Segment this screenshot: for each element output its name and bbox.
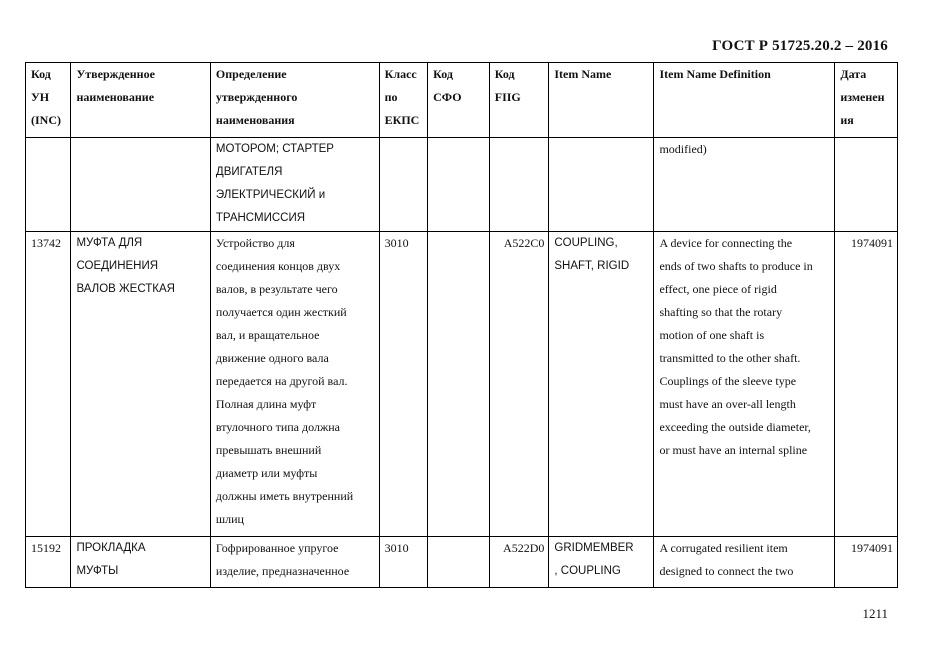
cell-date: 1974091 [835,232,898,537]
table-row [26,232,898,537]
cell-sfo [428,537,490,588]
cell-item-name: COUPLING, SHAFT, RIGID [549,232,654,537]
header-fiig: Код FIIG [489,63,549,138]
cell-name-ru: МУФТА ДЛЯ СОЕДИНЕНИЯ ВАЛОВ ЖЕСТКАЯ [71,232,210,537]
cell-fiig [489,138,549,232]
cell-definition-en: A device for connecting the ends of two shafts to produce in effect, one piece of rigid shafting so that the rotary motion of one shaft is transmitted to the other shaft. Couplings of the sleeve type must have an over-all length exceeding the outside diameter, or must have an internal spline [654,232,835,537]
page-number: 1211 [862,606,888,621]
header-sfo: Код СФО [428,63,490,138]
cell-definition-ru: Устройство для соединения концов двух валов, в результате чего получается один жесткий вал, и вращательное движение одного вала передается на другой вал. Полная длина муфт втулочного типа должна превышать внешний диаметр или муфты должны иметь внутренний шлиц [210,232,379,537]
table-row [26,537,898,588]
cell-sfo [428,232,490,537]
table-header-row [26,63,898,138]
cell-definition-en: modified) [654,138,835,232]
cell-definition-ru: Гофрированное упругое изделие, предназначенное [210,537,379,588]
header-class: Класс по ЕКПС [379,63,428,138]
header-date-changed: Дата изменен ия [835,63,898,138]
cell-date [835,138,898,232]
cell-definition-en: A corrugated resilient item designed to connect the two [654,537,835,588]
cell-definition-ru: МОТОРОМ; СТАРТЕР ДВИГАТЕЛЯ ЭЛЕКТРИЧЕСКИЙ и ТРАНСМИССИЯ [210,138,379,232]
cell-item-name: GRIDMEMBER , COUPLING [549,537,654,588]
cell-fiig: A522D0 [489,537,549,588]
header-item-name: Item Name [549,63,654,138]
cell-date: 1974091 [835,537,898,588]
header-item-name-definition: Item Name Definition [654,63,835,138]
header-definition: Определение утвержденного наименования [210,63,379,138]
cell-inc: 15192 [26,537,71,588]
item-name-table [25,62,898,588]
cell-class: 3010 [379,537,428,588]
cell-inc [26,138,71,232]
header-approved-name: Утвержденное наименование [71,63,210,138]
cell-name-ru [71,138,210,232]
cell-fiig: A522C0 [489,232,549,537]
cell-class [379,138,428,232]
table-row-continuation [26,138,898,232]
document-standard-title: ГОСТ Р 51725.20.2 – 2016 [712,38,888,54]
header-inc: Код УН (INC) [26,63,71,138]
cell-item-name [549,138,654,232]
cell-inc: 13742 [26,232,71,537]
cell-class: 3010 [379,232,428,537]
cell-name-ru: ПРОКЛАДКА МУФТЫ [71,537,210,588]
cell-sfo [428,138,490,232]
